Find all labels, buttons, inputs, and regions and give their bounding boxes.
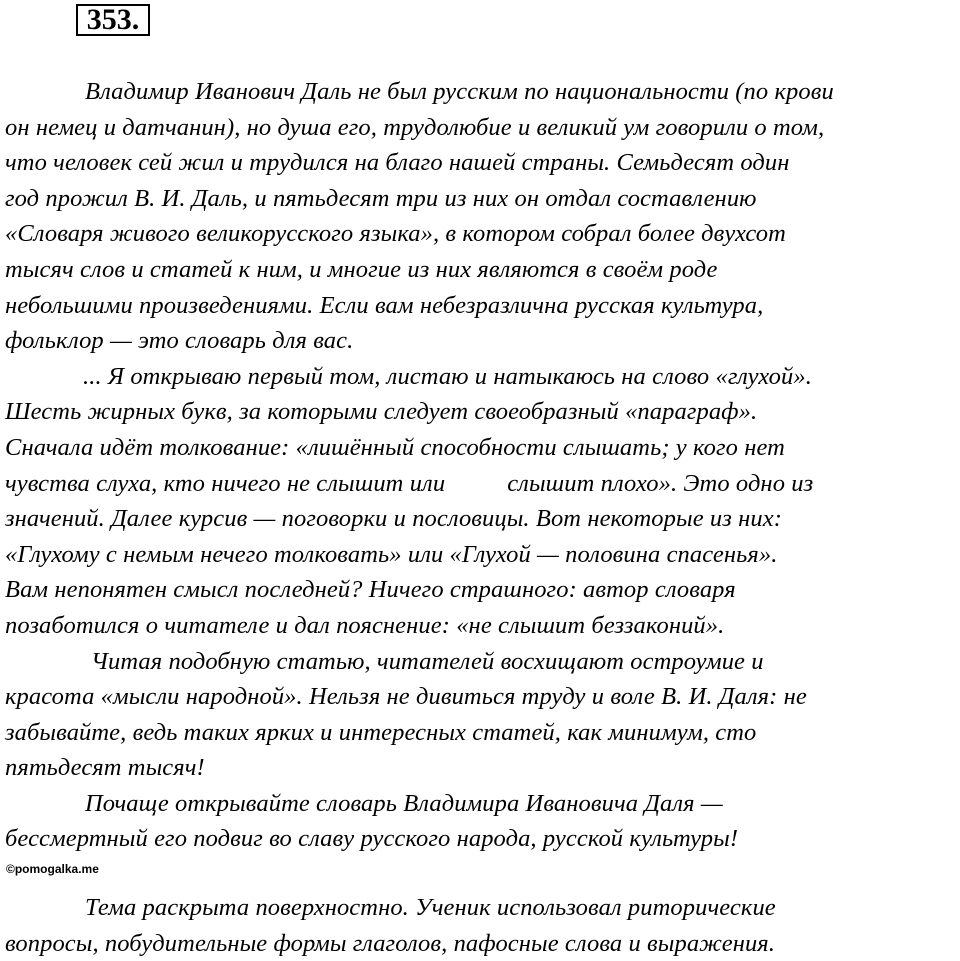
essay-line: забывайте, ведь таких ярких и интересных статей, как минимум, сто	[5, 718, 757, 746]
essay-line-part: чувства слуха, кто ничего не слышит или	[5, 469, 446, 497]
essay-line: фольклор — это словарь для вас.	[5, 327, 354, 355]
essay-line-part: слышит плохо». Это одно из	[507, 469, 814, 497]
teacher-review	[5, 890, 955, 961]
essay-line: пятьдесят тысяч!	[5, 754, 205, 782]
essay-line: год прожил В. И. Даль, и пятьдесят три из них он отдал составлению	[5, 184, 757, 212]
essay-line: Шесть жирных букв, за которыми следует своеобразный «параграф».	[5, 398, 758, 426]
essay-line: тысяч слов и статей к ним, и многие из них являются в своём роде	[5, 255, 718, 283]
essay-line: позаботился о читателе и дал пояснение: «не слышит беззаконий».	[5, 611, 725, 639]
essay-line: Почаще открывайте словарь Владимира Ивановича Даля —	[85, 789, 723, 817]
essay-line: Вам непонятен смысл последней? Ничего страшного: автор словаря	[5, 576, 736, 604]
essay-line: Владимир Иванович Даль не был русским по национальности (по крови	[85, 78, 834, 105]
essay-line: ... Я открываю первый том, листаю и натыкаюсь на слово «глухой».	[83, 362, 812, 390]
exercise-number: 353.	[76, 4, 150, 36]
essay-line: Сначала идёт толкование: «лишённый способности слышать; у кого нет	[5, 433, 785, 461]
essay-line: значений. Далее курсив — поговорки и пословицы. Вот некоторые из них:	[5, 505, 782, 533]
essay-line: «Глухому с немым нечего толковать» или «Глухой — половина спасенья».	[5, 540, 778, 568]
review-line: Тема раскрыта поверхностно. Ученик использовал риторические	[85, 894, 776, 921]
essay-line: Читая подобную статью, читателей восхищают остроумие и	[91, 647, 764, 675]
essay-line: он немец и датчанин), но душа его, трудолюбие и великий ум говорили о том,	[5, 113, 825, 141]
essay-line: «Словаря живого великорусского языка», в котором собрал более двухсот	[5, 220, 786, 248]
essay-line: что человек сей жил и трудился на благо нашей страны. Семьдесят один	[5, 149, 790, 177]
essay-line: красота «мысли народной». Нельзя не дивиться труду и воле В. И. Даля: не	[5, 683, 807, 711]
review-line: вопросы, побудительные формы глаголов, пафосные слова и выражения.	[5, 929, 776, 957]
essay-text	[5, 74, 955, 857]
essay-line: небольшими произведениями. Если вам небезразлична русская культура,	[5, 291, 764, 319]
essay-line	[5, 466, 955, 502]
essay-line: бессмертный его подвиг во славу русского народа, русской культуры!	[5, 825, 739, 853]
watermark: ©pomogalka.me	[6, 862, 99, 876]
